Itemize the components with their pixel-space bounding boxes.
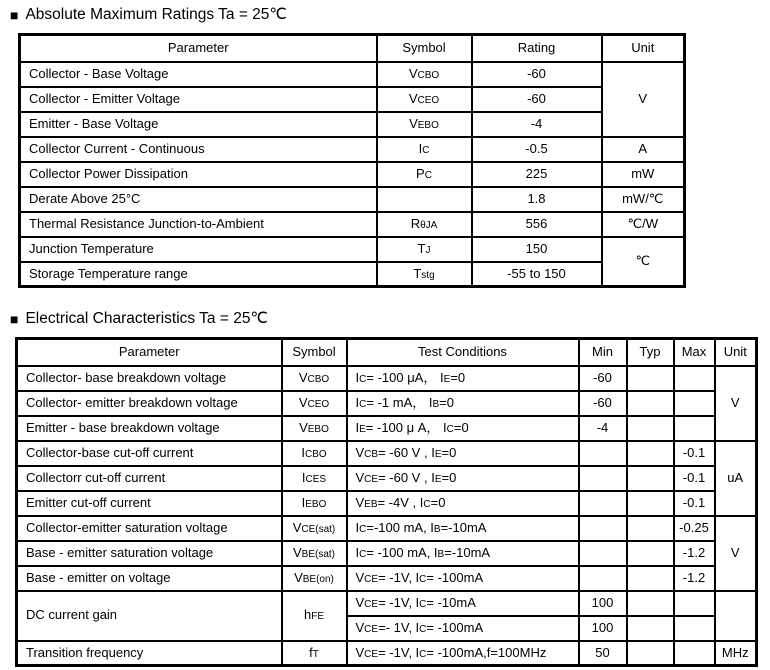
section-title-text: Absolute Maximum Ratings Ta = 25℃: [25, 6, 287, 23]
column-header-min: Min: [579, 339, 627, 366]
min-cell: [579, 466, 627, 491]
typ-cell: [627, 391, 674, 416]
parameter-cell: Collectorr cut-off current: [17, 466, 282, 491]
symbol-cell: [377, 187, 472, 212]
parameter-cell: Emitter - Base Voltage: [20, 112, 377, 137]
typ-cell: [627, 466, 674, 491]
table-row: [17, 416, 757, 441]
rating-cell: -4: [472, 112, 602, 137]
symbol-cell: VCEO: [282, 391, 347, 416]
rating-cell: -0.5: [472, 137, 602, 162]
typ-cell: [627, 541, 674, 566]
table-row: [20, 237, 685, 262]
unit-cell: MHz: [715, 641, 757, 666]
table-row: [17, 366, 757, 391]
parameter-cell: Junction Temperature: [20, 237, 377, 262]
min-cell: [579, 541, 627, 566]
symbol-cell: IEBO: [282, 491, 347, 516]
rating-cell: 556: [472, 212, 602, 237]
section-title-text: Electrical Characteristics Ta = 25℃: [25, 310, 268, 327]
typ-cell: [627, 416, 674, 441]
conditions-cell: VCB= -60 V , IE=0: [347, 441, 579, 466]
max-cell: [674, 391, 715, 416]
parameter-cell: Emitter cut-off current: [17, 491, 282, 516]
unit-cell: mW/℃: [602, 187, 685, 212]
table-row: [17, 591, 757, 616]
table-row: [20, 212, 685, 237]
parameter-cell: Base - emitter on voltage: [17, 566, 282, 591]
symbol-cell: VCBO: [282, 366, 347, 391]
table-row: [20, 162, 685, 187]
conditions-cell: VCE=- 1V, IC= -100mA: [347, 616, 579, 641]
rating-cell: 150: [472, 237, 602, 262]
symbol-cell: PC: [377, 162, 472, 187]
unit-cell: [715, 591, 757, 641]
table-row: [20, 187, 685, 212]
table-row: [20, 62, 685, 87]
electrical-characteristics-table: [15, 337, 758, 667]
symbol-cell: ICES: [282, 466, 347, 491]
column-header-parameter: Parameter: [17, 339, 282, 366]
table-row: [17, 566, 757, 591]
typ-cell: [627, 516, 674, 541]
min-cell: 50: [579, 641, 627, 666]
rating-cell: 1.8: [472, 187, 602, 212]
min-cell: [579, 491, 627, 516]
max-cell: [674, 641, 715, 666]
symbol-cell: Tstg: [377, 262, 472, 287]
symbol-cell: VCBO: [377, 62, 472, 87]
header-row: [20, 35, 685, 62]
max-cell: -1.2: [674, 566, 715, 591]
parameter-cell: Collector - Base Voltage: [20, 62, 377, 87]
symbol-cell: VCEO: [377, 87, 472, 112]
min-cell: [579, 566, 627, 591]
table-row: [20, 262, 685, 287]
table-row: [17, 541, 757, 566]
unit-cell: ℃: [602, 237, 685, 287]
conditions-cell: IC= -1 mA， IB=0: [347, 391, 579, 416]
header-row: [17, 339, 757, 366]
min-cell: -60: [579, 366, 627, 391]
typ-cell: [627, 591, 674, 616]
unit-cell: V: [602, 62, 685, 137]
min-cell: [579, 441, 627, 466]
column-header-typ: Typ: [627, 339, 674, 366]
max-cell: [674, 616, 715, 641]
section-spacer: [0, 288, 770, 309]
symbol-cell: RθJA: [377, 212, 472, 237]
conditions-cell: VCE= -1V, IC= -10mA: [347, 591, 579, 616]
parameter-cell: Collector - Emitter Voltage: [20, 87, 377, 112]
unit-cell: mW: [602, 162, 685, 187]
parameter-cell: Thermal Resistance Junction-to-Ambient: [20, 212, 377, 237]
conditions-cell: IE= -100 μ A， IC=0: [347, 416, 579, 441]
min-cell: -4: [579, 416, 627, 441]
typ-cell: [627, 641, 674, 666]
rating-cell: -60: [472, 62, 602, 87]
symbol-cell: VEBO: [282, 416, 347, 441]
max-cell: -0.1: [674, 441, 715, 466]
table-row: [17, 391, 757, 416]
unit-cell: uA: [715, 441, 757, 516]
conditions-cell: VCE= -60 V , IE=0: [347, 466, 579, 491]
section-bullet-icon: ■: [10, 310, 19, 327]
min-cell: [579, 516, 627, 541]
parameter-cell: Storage Temperature range: [20, 262, 377, 287]
symbol-cell: VBE(on): [282, 566, 347, 591]
parameter-cell: Collector Current - Continuous: [20, 137, 377, 162]
column-header-symbol: Symbol: [377, 35, 472, 62]
conditions-cell: IC= -100 mA, IB=-10mA: [347, 541, 579, 566]
parameter-cell: Emitter - base breakdown voltage: [17, 416, 282, 441]
column-header-parameter: Parameter: [20, 35, 377, 62]
symbol-cell: ICBO: [282, 441, 347, 466]
symbol-cell: IC: [377, 137, 472, 162]
min-cell: 100: [579, 616, 627, 641]
parameter-cell: Collector-base cut-off current: [17, 441, 282, 466]
typ-cell: [627, 441, 674, 466]
table-row: [17, 466, 757, 491]
conditions-cell: IC=-100 mA, IB=-10mA: [347, 516, 579, 541]
unit-cell: ℃/W: [602, 212, 685, 237]
max-cell: -0.25: [674, 516, 715, 541]
unit-cell: V: [715, 516, 757, 591]
parameter-cell: Collector- emitter breakdown voltage: [17, 391, 282, 416]
max-cell: [674, 366, 715, 391]
column-header-rating: Rating: [472, 35, 602, 62]
conditions-cell: VCE= -1V, IC= -100mA: [347, 566, 579, 591]
max-cell: -0.1: [674, 491, 715, 516]
max-cell: -1.2: [674, 541, 715, 566]
rating-cell: -55 to 150: [472, 262, 602, 287]
unit-cell: A: [602, 137, 685, 162]
column-header-test-conditions: Test Conditions: [347, 339, 579, 366]
typ-cell: [627, 366, 674, 391]
table-row: [20, 87, 685, 112]
table-row: [20, 137, 685, 162]
column-header-unit: Unit: [602, 35, 685, 62]
symbol-cell: VCE(sat): [282, 516, 347, 541]
parameter-cell: Collector- base breakdown voltage: [17, 366, 282, 391]
parameter-cell: Transition frequency: [17, 641, 282, 666]
symbol-cell: TJ: [377, 237, 472, 262]
table-row: [17, 641, 757, 666]
conditions-cell: VCE= -1V, IC= -100mA,f=100MHz: [347, 641, 579, 666]
symbol-cell: hFE: [282, 591, 347, 641]
rating-cell: -60: [472, 87, 602, 112]
absolute-maximum-ratings-table: [18, 33, 686, 288]
section-title-absolute-maximum-ratings: [10, 5, 770, 24]
conditions-cell: IC= -100 μA， IE=0: [347, 366, 579, 391]
section-bullet-icon: ■: [10, 6, 19, 23]
section-title-electrical-characteristics: [10, 309, 770, 328]
parameter-cell: Base - emitter saturation voltage: [17, 541, 282, 566]
table-row: [20, 112, 685, 137]
conditions-cell: VEB= -4V , IC=0: [347, 491, 579, 516]
column-header-symbol: Symbol: [282, 339, 347, 366]
min-cell: -60: [579, 391, 627, 416]
parameter-cell: Derate Above 25°C: [20, 187, 377, 212]
min-cell: 100: [579, 591, 627, 616]
max-cell: [674, 591, 715, 616]
rating-cell: 225: [472, 162, 602, 187]
parameter-cell: Collector-emitter saturation voltage: [17, 516, 282, 541]
max-cell: [674, 416, 715, 441]
column-header-max: Max: [674, 339, 715, 366]
parameter-cell: DC current gain: [17, 591, 282, 641]
typ-cell: [627, 616, 674, 641]
table-row: [17, 491, 757, 516]
typ-cell: [627, 491, 674, 516]
column-header-unit: Unit: [715, 339, 757, 366]
parameter-cell: Collector Power Dissipation: [20, 162, 377, 187]
max-cell: -0.1: [674, 466, 715, 491]
symbol-cell: fT: [282, 641, 347, 666]
symbol-cell: VEBO: [377, 112, 472, 137]
table-row: [17, 516, 757, 541]
table-row: [17, 441, 757, 466]
unit-cell: V: [715, 366, 757, 441]
symbol-cell: VBE(sat): [282, 541, 347, 566]
typ-cell: [627, 566, 674, 591]
